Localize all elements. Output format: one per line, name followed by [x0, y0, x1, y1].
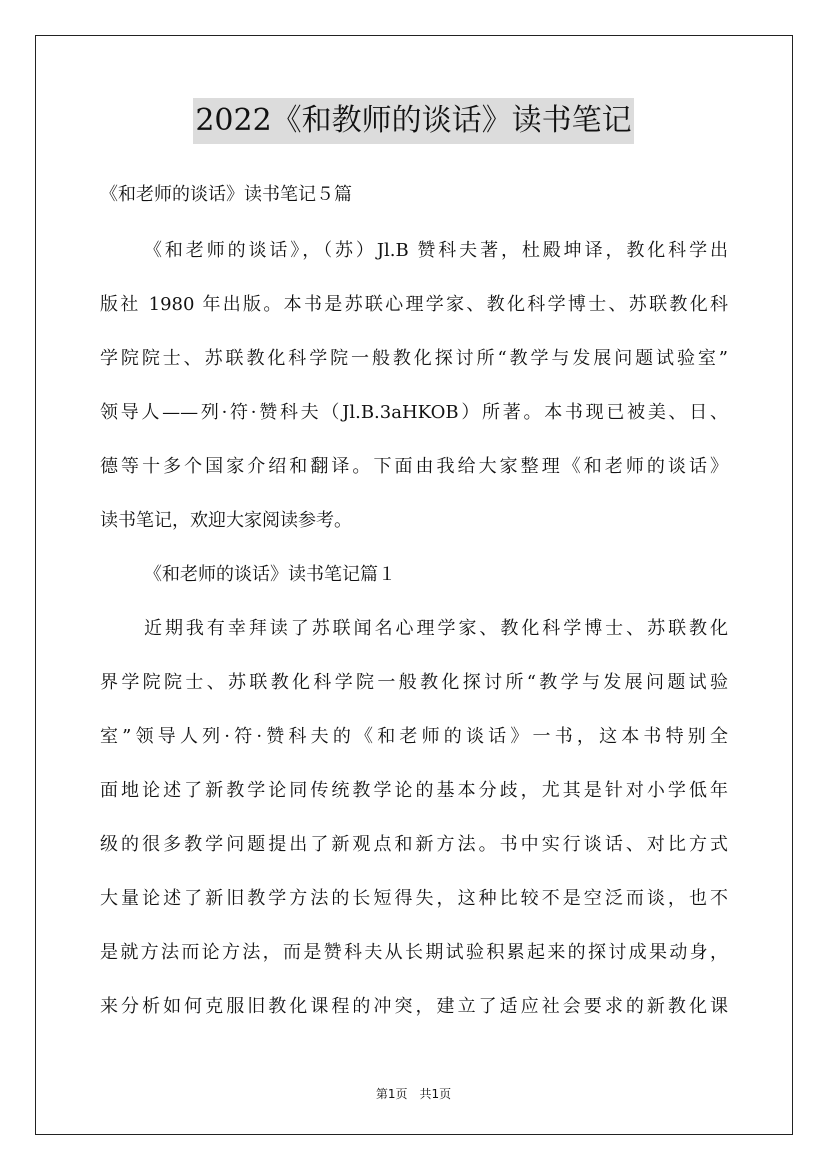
document-subtitle: 《和老师的谈话》读书笔记５篇 — [100, 184, 352, 205]
intro-line-6: 读书笔记，欢迎大家阅读参考。 — [100, 510, 352, 531]
intro-line-1: 《和老师的谈话》，（苏）Jl.B 赞科夫著，杜殿坤译，教化科学出 — [144, 240, 728, 261]
intro-line-4: 领导人——列·符·赞科夫（Jl.B.3aHKOB）所著。本书现已被美、日、 — [100, 402, 728, 423]
document-title: 2022《和教师的谈话》读书笔记 — [193, 98, 633, 144]
page-footer: 第1页 共1页 — [375, 1087, 452, 1101]
body-line-4: 面地论述了新教学论同传统教学论的基本分歧，尤其是针对小学低年 — [100, 780, 728, 801]
body-line-6: 大量论述了新旧教学方法的长短得失，这种比较不是空泛而谈，也不 — [100, 888, 728, 909]
body-line-1: 近期我有幸拜读了苏联闻名心理学家、教化科学博士、苏联教化 — [144, 618, 728, 639]
body-line-3: 室”领导人列·符·赞科夫的《和老师的谈话》一书，这本书特别全 — [100, 726, 728, 747]
body-line-5: 级的很多教学问题提出了新观点和新方法。书中实行谈话、对比方式 — [100, 834, 728, 855]
body-line-7: 是就方法而论方法，而是赞科夫从长期试验积累起来的探讨成果动身， — [100, 942, 728, 963]
section-heading: 《和老师的谈话》读书笔记篇１ — [144, 564, 396, 585]
intro-line-2: 版社 1980 年出版。本书是苏联心理学家、教化科学博士、苏联教化科 — [100, 294, 728, 315]
body-line-8: 来分析如何克服旧教化课程的冲突，建立了适应社会要求的新教化课 — [100, 996, 728, 1017]
intro-line-3: 学院院士、苏联教化科学院一般教化探讨所“教学与发展问题试验室” — [100, 348, 728, 369]
intro-line-5: 德等十多个国家介绍和翻译。下面由我给大家整理《和老师的谈话》 — [100, 456, 728, 477]
title-wrap — [0, 98, 827, 144]
body-line-2: 界学院院士、苏联教化科学院一般教化探讨所“教学与发展问题试验 — [100, 672, 728, 693]
